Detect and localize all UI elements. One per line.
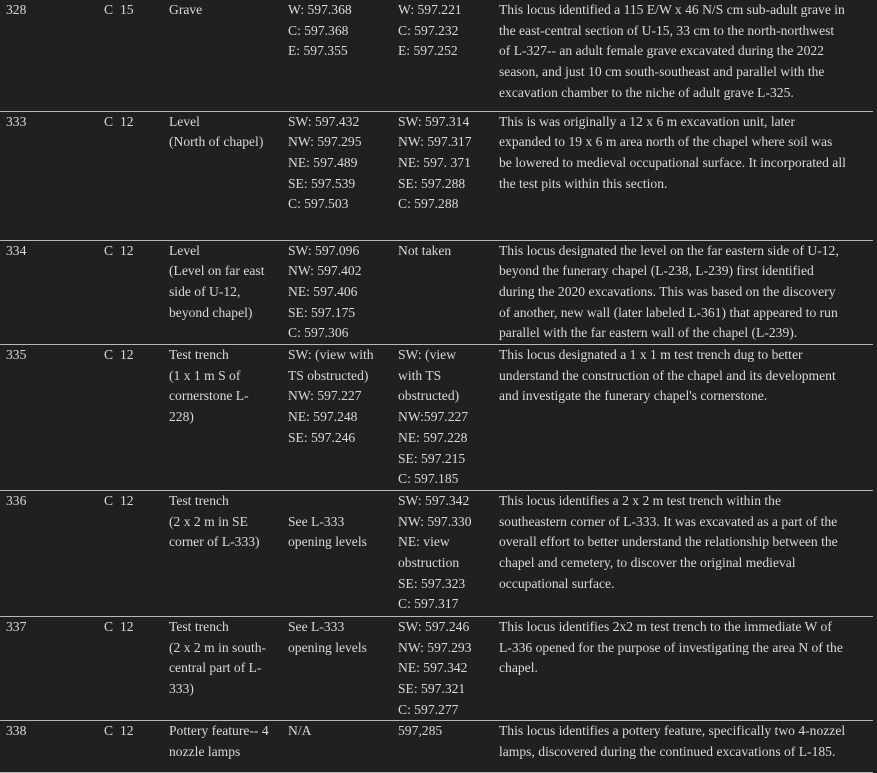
locus-number-cell-value: 335 bbox=[6, 347, 27, 363]
description-cell-line: This locus identifies a pottery feature, specifically two 4-nozzel bbox=[499, 723, 846, 739]
closing-levels-cell bbox=[398, 0, 499, 111]
opening-levels-cell-line: SE: 597.175 bbox=[288, 304, 356, 320]
opening-levels-cell-line: See L-333 bbox=[288, 618, 345, 634]
closing-levels-cell-line: SE: 597.321 bbox=[398, 681, 466, 697]
unit-cell bbox=[120, 111, 169, 240]
table-row bbox=[0, 345, 873, 491]
type-cell bbox=[169, 111, 288, 240]
unit-cell-value: 15 bbox=[120, 2, 134, 17]
closing-levels-cell-line: SE: 597.323 bbox=[398, 575, 466, 591]
type-cell-line: Test trench bbox=[169, 347, 229, 363]
description-cell-line: lamps, discovered during the continued excavations of L-185. bbox=[499, 744, 836, 760]
table-row bbox=[0, 240, 873, 345]
unit-cell-value: 12 bbox=[120, 723, 134, 739]
unit-cell bbox=[120, 0, 169, 111]
type-cell-line: Pottery feature-- 4 bbox=[169, 723, 269, 739]
closing-levels-cell-line: NW: 597.317 bbox=[398, 134, 472, 150]
closing-levels-cell-line: SW: (view bbox=[398, 347, 457, 363]
opening-levels-cell-line: W: 597.368 bbox=[288, 2, 352, 17]
opening-levels-cell-line: C: 597.306 bbox=[288, 325, 349, 341]
description-cell-line: of L-327-- an adult female grave excavated during the 2022 bbox=[499, 43, 824, 59]
description-cell-line: beyond the funerary chapel (L-238, L-239) first identified bbox=[499, 263, 814, 279]
closing-levels-cell bbox=[398, 240, 499, 345]
closing-levels-cell-line: E: 597.252 bbox=[398, 43, 458, 59]
closing-levels-cell-line: with TS bbox=[398, 367, 442, 383]
closing-levels-cell-line: NW: 597.293 bbox=[398, 639, 472, 655]
opening-levels-cell-line: N/A bbox=[288, 723, 312, 739]
type-cell bbox=[169, 0, 288, 111]
closing-levels-cell bbox=[398, 111, 499, 240]
description-cell-line: season, and just 10 cm south-southeast and parallel with the bbox=[499, 64, 825, 80]
type-cell-line: side of U-12, bbox=[169, 283, 241, 299]
type-cell-line: 228) bbox=[169, 409, 194, 425]
description-cell-line: This locus designated the level on the far eastern side of U-12, bbox=[499, 242, 839, 258]
opening-levels-cell-line: C: 597.503 bbox=[288, 196, 349, 212]
closing-levels-cell-line: 597,285 bbox=[398, 723, 443, 739]
opening-levels-cell-line: TS obstructed) bbox=[288, 367, 369, 383]
closing-levels-cell-line: NE: 597.342 bbox=[398, 660, 468, 676]
table-row bbox=[0, 111, 873, 240]
opening-levels-cell-line: SE: 597.539 bbox=[288, 175, 356, 191]
description-cell-line: be lowered to medieval occupational surface. It incorporated all bbox=[499, 154, 846, 170]
type-cell bbox=[169, 490, 288, 616]
type-cell-line: (North of chapel) bbox=[169, 134, 264, 150]
unit-cell-value: 12 bbox=[120, 347, 134, 363]
closing-levels-cell-line: C: 597.185 bbox=[398, 471, 459, 487]
description-cell-line: chapel. bbox=[499, 660, 538, 676]
opening-levels-cell-line: NW: 597.402 bbox=[288, 263, 362, 279]
area-cell-value: C bbox=[104, 2, 114, 17]
description-cell bbox=[499, 345, 873, 491]
closing-levels-cell-line: NW: 597.330 bbox=[398, 513, 472, 529]
description-cell-line: expanded to 19 x 6 m area north of the chapel where soil was bbox=[499, 134, 833, 150]
type-cell-line: Level bbox=[169, 242, 200, 258]
area-cell bbox=[36, 0, 120, 111]
description-cell-line: parallel with the far eastern wall of the chapel (L-239). bbox=[499, 325, 798, 341]
unit-cell bbox=[120, 721, 169, 773]
description-cell bbox=[499, 240, 873, 345]
locus-number-cell bbox=[0, 721, 36, 773]
closing-levels-cell-line: C: 597.288 bbox=[398, 196, 459, 212]
type-cell-line: beyond chapel) bbox=[169, 304, 253, 320]
opening-levels-cell-line: See L-333 bbox=[288, 513, 345, 529]
closing-levels-cell-line: NE: view bbox=[398, 534, 450, 550]
locus-number-cell bbox=[0, 111, 36, 240]
unit-cell-value: 12 bbox=[120, 492, 134, 508]
description-cell-line: L-336 opened for the purpose of investigating the area N of the bbox=[499, 639, 843, 655]
description-cell bbox=[499, 0, 873, 111]
opening-levels-cell bbox=[288, 721, 398, 773]
description-cell-line: understand the construction of the chapel and its development bbox=[499, 367, 836, 383]
opening-levels-cell bbox=[288, 0, 398, 111]
area-cell-value: C bbox=[104, 113, 114, 129]
description-cell-line: excavation chamber to the niche of adult grave L-325. bbox=[499, 84, 794, 100]
opening-levels-cell-line: NW: 597.227 bbox=[288, 388, 362, 404]
unit-cell bbox=[120, 345, 169, 491]
area-cell bbox=[36, 721, 120, 773]
area-cell bbox=[36, 111, 120, 240]
closing-levels-cell bbox=[398, 721, 499, 773]
closing-levels-cell bbox=[398, 345, 499, 491]
locus-number-cell-value: 337 bbox=[6, 618, 27, 634]
type-cell bbox=[169, 240, 288, 345]
locus-number-cell-value: 333 bbox=[6, 113, 27, 129]
description-cell-line: This locus designated a 1 x 1 m test trench dug to better bbox=[499, 347, 803, 363]
locus-number-cell bbox=[0, 0, 36, 111]
description-cell bbox=[499, 721, 873, 773]
type-cell-line: (Level on far east bbox=[169, 263, 265, 279]
description-cell-line: overall effort to better understand the relationship between the bbox=[499, 534, 838, 550]
description-cell-line: This locus identifies a 2 x 2 m test trench within the bbox=[499, 492, 782, 508]
opening-levels-cell bbox=[288, 490, 398, 616]
description-cell-line: and investigate the funerary chapel's cornerstone. bbox=[499, 388, 768, 404]
area-cell-value: C bbox=[104, 618, 114, 634]
opening-levels-cell bbox=[288, 345, 398, 491]
area-cell-value: C bbox=[104, 492, 114, 508]
unit-cell-value: 12 bbox=[120, 618, 134, 634]
opening-levels-cell-line: SW: 597.096 bbox=[288, 242, 360, 258]
table-row bbox=[0, 721, 873, 773]
closing-levels-cell-line: NW:597.227 bbox=[398, 409, 469, 425]
description-cell-line: the east-central section of U-15, 33 cm to the north-northwest bbox=[499, 22, 835, 38]
locus-number-cell bbox=[0, 616, 36, 721]
opening-levels-cell-line: opening levels bbox=[288, 534, 367, 550]
unit-cell bbox=[120, 490, 169, 616]
description-cell-line: This is was originally a 12 x 6 m excavation unit, later bbox=[499, 113, 795, 129]
table-row bbox=[0, 0, 873, 111]
description-cell-line: the test pits within this section. bbox=[499, 175, 668, 191]
opening-levels-cell-line bbox=[288, 491, 398, 512]
closing-levels-cell-line: NE: 597.228 bbox=[398, 429, 468, 445]
opening-levels-cell-line: NE: 597.406 bbox=[288, 283, 358, 299]
opening-levels-cell-line: SW: 597.432 bbox=[288, 113, 360, 129]
opening-levels-cell bbox=[288, 111, 398, 240]
locus-number-cell-value: 328 bbox=[6, 2, 27, 17]
type-cell-line: (1 x 1 m S of bbox=[169, 367, 241, 383]
table-row bbox=[0, 616, 873, 721]
area-cell-value: C bbox=[104, 347, 114, 363]
closing-levels-cell-line: C: 597.277 bbox=[398, 701, 459, 717]
area-cell bbox=[36, 345, 120, 491]
unit-cell bbox=[120, 616, 169, 721]
opening-levels-cell-line: SW: (view with bbox=[288, 347, 374, 363]
area-cell-value: C bbox=[104, 723, 114, 739]
type-cell bbox=[169, 345, 288, 491]
closing-levels-cell-line: SW: 597.246 bbox=[398, 618, 470, 634]
closing-levels-cell-line: C: 597.232 bbox=[398, 22, 459, 38]
closing-levels-cell-line: C: 597.317 bbox=[398, 596, 459, 612]
description-cell-line: chapel and cemetery, to discover the original medieval bbox=[499, 555, 796, 571]
locus-number-cell bbox=[0, 240, 36, 345]
unit-cell-value: 12 bbox=[120, 113, 134, 129]
description-cell-line: of another, new wall (later labeled L-361) that appeared to run bbox=[499, 304, 838, 320]
unit-cell bbox=[120, 240, 169, 345]
type-cell-line: nozzle lamps bbox=[169, 744, 241, 760]
area-cell-value: C bbox=[104, 242, 114, 258]
closing-levels-cell-line: SE: 597.215 bbox=[398, 450, 466, 466]
opening-levels-cell-line: C: 597.368 bbox=[288, 22, 349, 38]
closing-levels-cell-line: NE: 597. 371 bbox=[398, 154, 471, 170]
description-cell-line: occupational surface. bbox=[499, 575, 615, 591]
closing-levels-cell-line: obstruction bbox=[398, 555, 460, 571]
opening-levels-cell-line: opening levels bbox=[288, 639, 367, 655]
type-cell-line: (2 x 2 m in SE bbox=[169, 513, 248, 529]
type-cell-line: Test trench bbox=[169, 618, 229, 634]
opening-levels-cell-line: NE: 597.489 bbox=[288, 154, 358, 170]
closing-levels-cell bbox=[398, 490, 499, 616]
closing-levels-cell-line: SE: 597.288 bbox=[398, 175, 466, 191]
locus-number-cell bbox=[0, 345, 36, 491]
locus-number-cell-value: 334 bbox=[6, 242, 27, 258]
description-cell-line: This locus identified a 115 E/W x 46 N/S cm sub-adult grave in bbox=[499, 2, 845, 17]
opening-levels-cell-line: SE: 597.246 bbox=[288, 429, 356, 445]
type-cell-line: 333) bbox=[169, 681, 194, 697]
type-cell bbox=[169, 721, 288, 773]
type-cell bbox=[169, 616, 288, 721]
description-cell bbox=[499, 111, 873, 240]
closing-levels-cell-line: Not taken bbox=[398, 242, 452, 258]
locus-number-cell bbox=[0, 490, 36, 616]
type-cell-line: central part of L- bbox=[169, 660, 262, 676]
type-cell-line: cornerstone L- bbox=[169, 388, 249, 404]
description-cell-line: during the 2020 excavations. This was based on the discovery bbox=[499, 283, 836, 299]
description-cell-line: This locus identifies 2x2 m test trench to the immediate W of bbox=[499, 618, 832, 634]
description-cell bbox=[499, 616, 873, 721]
type-cell-line: Level bbox=[169, 113, 200, 129]
type-cell-line: corner of L-333) bbox=[169, 534, 260, 550]
description-cell-line: southeastern corner of L-333. It was excavated as a part of the bbox=[499, 513, 838, 529]
opening-levels-cell-line: NE: 597.248 bbox=[288, 409, 358, 425]
opening-levels-cell-line: NW: 597.295 bbox=[288, 134, 362, 150]
area-cell bbox=[36, 240, 120, 345]
closing-levels-cell-line: SW: 597.314 bbox=[398, 113, 470, 129]
closing-levels-cell bbox=[398, 616, 499, 721]
locus-number-cell-value: 336 bbox=[6, 492, 27, 508]
area-cell bbox=[36, 616, 120, 721]
unit-cell-value: 12 bbox=[120, 242, 134, 258]
opening-levels-cell-line: E: 597.355 bbox=[288, 43, 348, 59]
area-cell bbox=[36, 490, 120, 616]
opening-levels-cell bbox=[288, 240, 398, 345]
closing-levels-cell-line: obstructed) bbox=[398, 388, 460, 404]
description-cell bbox=[499, 490, 873, 616]
type-cell-line: (2 x 2 m in south- bbox=[169, 639, 267, 655]
locus-number-cell-value: 338 bbox=[6, 723, 27, 739]
closing-levels-cell-line: SW: 597.342 bbox=[398, 492, 470, 508]
table-row bbox=[0, 490, 873, 616]
closing-levels-cell-line: W: 597.221 bbox=[398, 2, 462, 17]
opening-levels-cell bbox=[288, 616, 398, 721]
type-cell-line: Grave bbox=[169, 2, 203, 17]
type-cell-line: Test trench bbox=[169, 492, 229, 508]
